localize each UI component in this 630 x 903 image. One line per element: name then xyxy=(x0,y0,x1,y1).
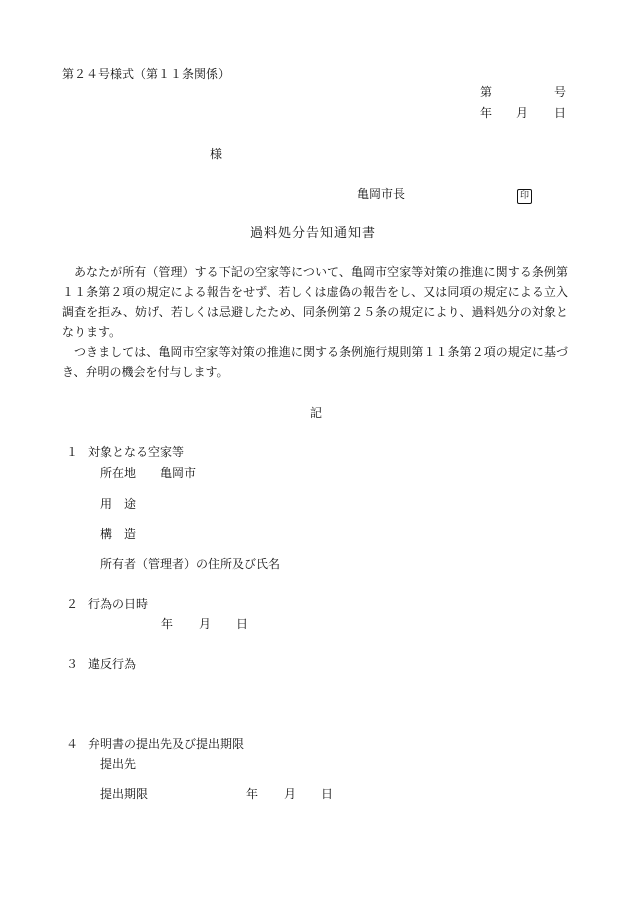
item1-number: １ xyxy=(66,445,79,459)
date-month-label: 月 xyxy=(516,106,529,120)
addressee-suffix: 様 xyxy=(210,147,223,161)
item3-label: 違反行為 xyxy=(88,657,137,671)
body-paragraph-2: つきましては、亀岡市空家等対策の推進に関する条例施行規則第１１条第２項の規定に基づき、弁明の機会を付与します。 xyxy=(62,345,568,379)
date-year-label: 年 xyxy=(480,106,493,120)
document-title: 過料処分告知通知書 xyxy=(250,226,377,241)
item4-label: 弁明書の提出先及び提出期限 xyxy=(88,737,245,751)
use-label: 用 途 xyxy=(100,497,137,511)
date-day-label: 日 xyxy=(554,106,567,120)
item1-label: 対象となる空家等 xyxy=(88,445,185,459)
seal-mark xyxy=(517,186,532,204)
body-paragraph-1: あなたが所有（管理）する下記の空家等について、亀岡市空家等対策の推進に関する条例第１１条第２項の規定による報告をせず、若しくは虚偽の報告をし、又は同項の規定による立入調査を拒み、妨げ、若しくは忌避したため、同条例第２５条の規定により、過料処分の対象となります。 xyxy=(62,265,568,339)
item2-number: ２ xyxy=(66,597,79,611)
destination-label: 提出先 xyxy=(100,757,137,771)
sender-name: 亀岡市長 xyxy=(357,187,406,201)
item4-number: ４ xyxy=(66,737,79,751)
document-number-prefix: 第 xyxy=(480,85,493,99)
location-value: 亀岡市 xyxy=(160,466,197,480)
structure-label: 構 造 xyxy=(100,527,137,541)
item3-number: ３ xyxy=(66,657,79,671)
act-year-label: 年 xyxy=(161,617,174,631)
location-label: 所在地 xyxy=(100,466,137,480)
act-month-label: 月 xyxy=(199,617,212,631)
deadline-label: 提出期限 xyxy=(100,787,149,801)
item2-label: 行為の日時 xyxy=(88,597,149,611)
deadline-day-label: 日 xyxy=(321,787,334,801)
document-number-suffix: 号 xyxy=(554,85,567,99)
ki-heading: 記 xyxy=(310,406,323,420)
deadline-year-label: 年 xyxy=(246,787,259,801)
form-number: 第２４号様式（第１１条関係） xyxy=(62,67,231,81)
owner-label: 所有者（管理者）の住所及び氏名 xyxy=(100,557,281,571)
act-day-label: 日 xyxy=(236,617,249,631)
deadline-month-label: 月 xyxy=(284,787,297,801)
seal-icon: 印 xyxy=(517,189,532,204)
